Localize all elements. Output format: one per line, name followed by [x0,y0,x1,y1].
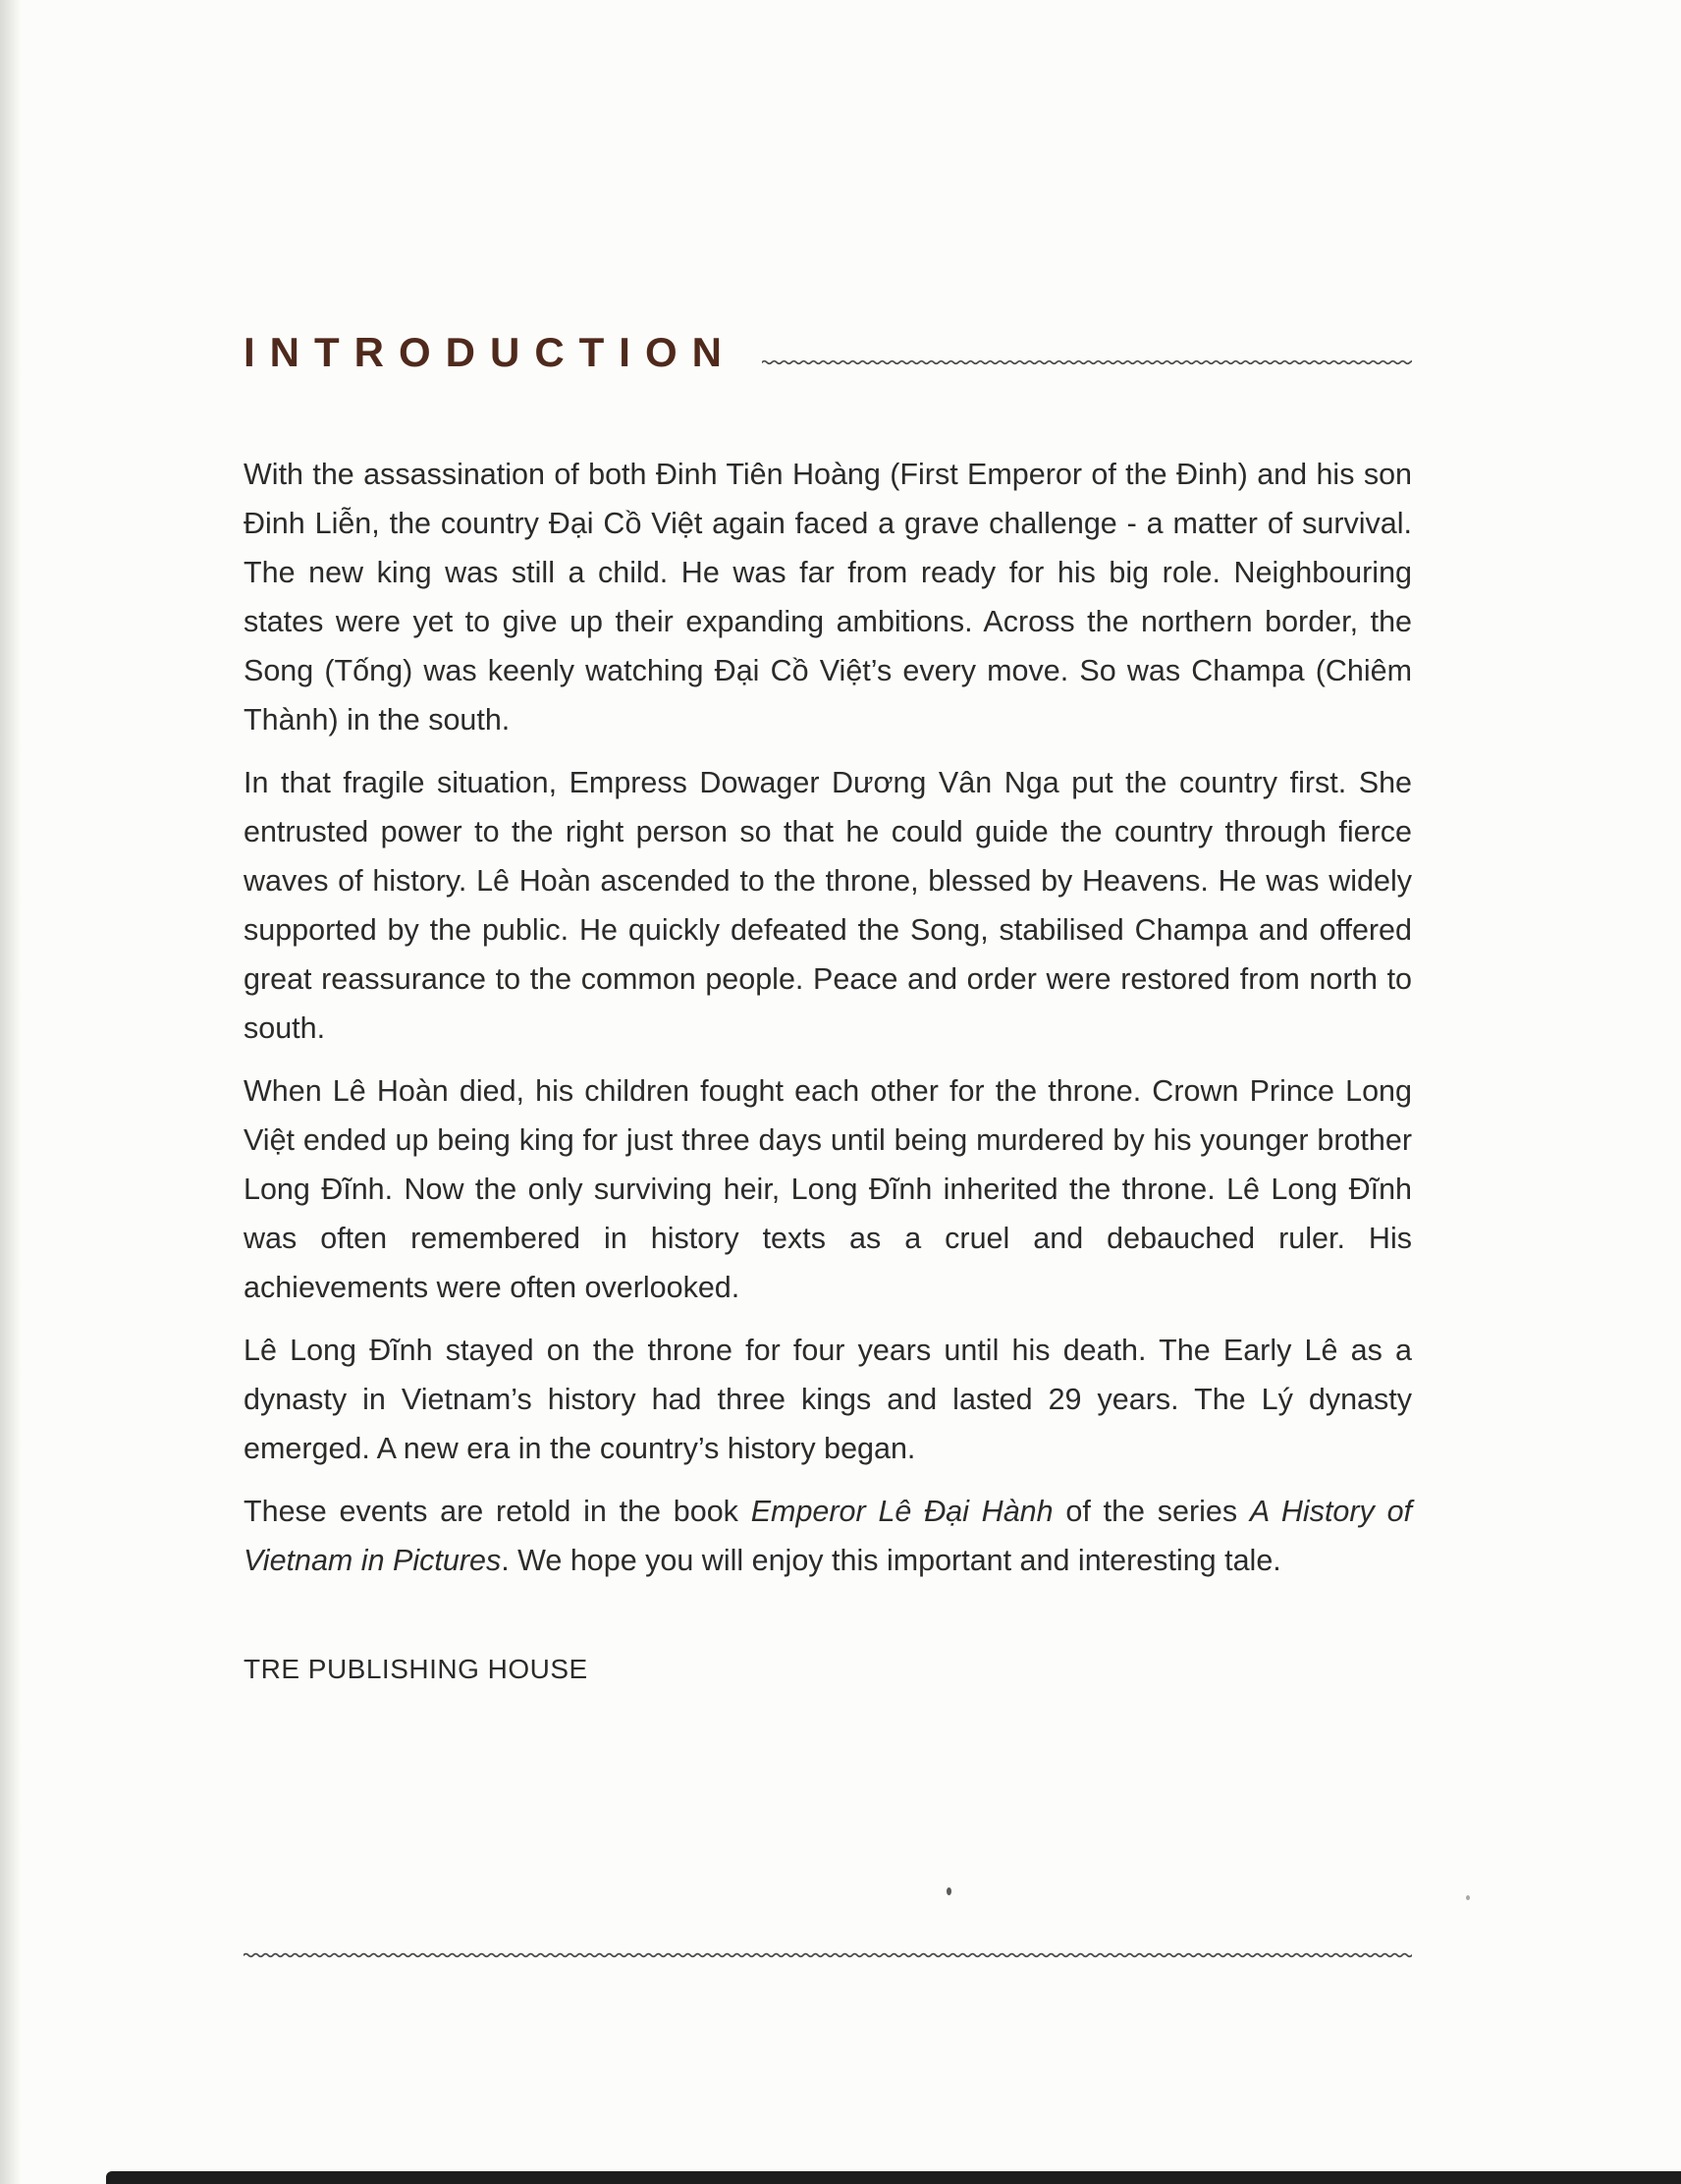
footer-rule-squiggle [244,1949,1412,1961]
title-row [244,330,1412,375]
page-edge-shade [0,0,22,2184]
page-title: INTRODUCTION [244,329,736,375]
ink-speck [947,1887,951,1895]
text-segment: With the assassination of both Đinh Tiên Hoàng (First Emperor of the Đinh) and his son Đinh Liễn, the country Đại Cồ Việt again faced a grave challenge - a matter of survival. The new king was still a child. He was far from ready for his big role. Neighbouring states were yet to give up their expanding ambitions. Across the northern border, the Song (Tống) was keenly watching Đại Cồ Việt’s every move. So was Champa (Chiêm Thành) in the south. [244,458,1412,737]
title-rule-squiggle [762,357,1412,367]
publisher-name: TRE PUBLISHING HOUSE [244,1654,588,1685]
text-segment: These events are retold in the book [244,1495,751,1529]
introduction-text [244,450,1412,1585]
text-segment: . We hope you will enjoy this important and interesting tale. [501,1544,1281,1578]
text-segment: When Lê Hoàn died, his children fought each other for the throne. Crown Prince Long Việt ended up being king for just three days until being murdered by his younger brother Long Đĩnh. Now the only surviving heir, Long Đĩnh inherited the throne. Lê Long Đĩnh was often remembered in history texts as a cruel and debauched ruler. His achievements were often overlooked. [244,1074,1412,1305]
footer-rule [244,1949,1412,1961]
paragraph [244,450,1412,744]
paragraph [244,1326,1412,1473]
text-segment: In that fragile situation, Empress Dowager Dương Vân Nga put the country first. She entrusted power to the right person so that he could guide the country through fierce waves of history. Lê Hoàn ascended to the throne, blessed by Heavens. He was widely supported by the public. He quickly defeated the Song, stabilised Champa and offered great reassurance to the common people. Peace and order were restored from north to south. [244,766,1412,1046]
paragraph [244,1487,1412,1585]
text-segment: Lê Long Đĩnh stayed on the throne for four years until his death. The Early Lê as a dynasty in Vietnam’s history had three kings and lasted 29 years. The Lý dynasty emerged. A new era in the country’s history began. [244,1334,1412,1466]
book-title-italic: Emperor Lê Đại Hành [750,1495,1054,1529]
paragraph [244,758,1412,1053]
book-title-italic: A History of Vietnam in Pictures [244,1495,1412,1578]
paragraph [244,1066,1412,1312]
text-segment: of the series [1053,1495,1250,1529]
ink-speck [1466,1895,1470,1900]
scan-bottom-edge [106,2171,1681,2184]
